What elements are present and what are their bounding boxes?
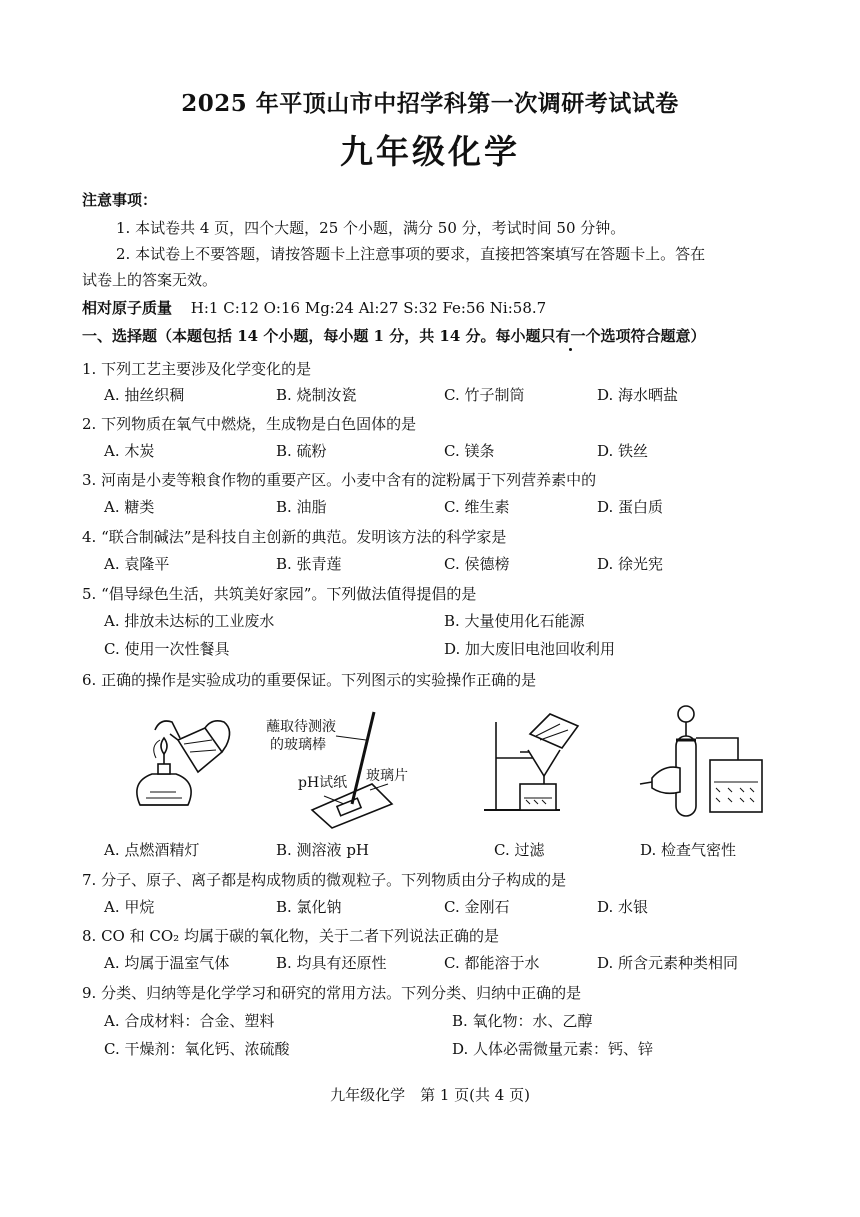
- section-1-heading-a: 一、选择题（本题包括 14 个小题，每小题 1 分，共 14 分。每小题: [82, 327, 541, 345]
- question-3-option-b: B. 油脂: [276, 498, 327, 516]
- question-2-option-b: B. 硫粉: [276, 442, 327, 460]
- atomic-mass-row: [82, 298, 546, 318]
- question-4-option-a: A. 袁隆平: [104, 555, 170, 573]
- question-8-option-d: D. 所含元素种类相同: [597, 954, 739, 972]
- figure-c-filtration: [484, 714, 578, 810]
- question-6-option-d: D. 检查气密性: [640, 841, 737, 859]
- exam-title: 2025 年平顶山市中招学科第一次调研考试试卷: [181, 90, 679, 117]
- question-3-option-c: C. 维生素: [444, 498, 510, 516]
- question-9-stem: 9. 分类、归纳等是化学学习和研究的常用方法。下列分类、归纳中正确的是: [82, 984, 582, 1002]
- atomic-mass-label: 相对原子质量: [82, 299, 173, 317]
- question-8-option-b: B. 均具有还原性: [276, 954, 387, 972]
- question-8-option-c: C. 都能溶于水: [444, 954, 540, 972]
- question-7-option-a: A. 甲烷: [104, 898, 155, 916]
- question-5-option-d: D. 加大废旧电池回收利用: [444, 640, 616, 658]
- page-footer: 九年级化学 第 1 页(共 4 页): [330, 1086, 530, 1104]
- question-4-option-c: C. 侯德榜: [444, 555, 510, 573]
- question-4-option-d: D. 徐光宪: [597, 555, 664, 573]
- question-7-option-d: D. 水银: [597, 898, 649, 916]
- question-6-option-c: C. 过滤: [494, 841, 545, 859]
- question-6-stem: 6. 正确的操作是实验成功的重要保证。下列图示的实验操作正确的是: [82, 671, 537, 689]
- question-6-option-a: A. 点燃酒精灯: [104, 841, 200, 859]
- question-9-option-a: A. 合成材料：合金、塑料: [104, 1012, 275, 1030]
- figure-a-alcohol-lamp: [137, 721, 230, 805]
- question-3-option-d: D. 蛋白质: [597, 498, 664, 516]
- question-6-option-b: B. 测溶液 pH: [276, 841, 370, 859]
- notice-heading: 注意事项：: [82, 191, 158, 209]
- question-5-option-b: B. 大量使用化石能源: [444, 612, 585, 630]
- question-7-stem: 7. 分子、原子、离子都是构成物质的微观粒子。下列物质由分子构成的是: [82, 871, 567, 889]
- question-5-option-a: A. 排放未达标的工业废水: [104, 612, 275, 630]
- question-5-stem: 5. “倡导绿色生活，共筑美好家园”。下列做法值得提倡的是: [82, 585, 477, 603]
- question-7-option-b: B. 氯化钠: [276, 898, 342, 916]
- notice-item-2: 2. 本试卷上不要答题，请按答题卡上注意事项的要求，直接把答案填写在答题卡上。答在: [116, 245, 706, 263]
- question-1-option-b: B. 烧制汝瓷: [276, 386, 357, 404]
- figure-label-ph-paper: pH试纸: [298, 775, 348, 791]
- notice-item-2-cont: 试卷上的答案无效。: [82, 271, 218, 289]
- question-4-stem: 4. “联合制碱法”是科技自主创新的典范。发明该方法的科学家是: [82, 528, 507, 546]
- question-1-option-a: A. 抽丝织稠: [104, 386, 185, 404]
- figure-label-rod: 蘸取待测液: [266, 719, 336, 735]
- question-8-stem: 8. CO 和 CO₂ 均属于碳的氧化物，关于二者下列说法正确的是: [82, 927, 499, 945]
- question-4-option-b: B. 张青莲: [276, 555, 342, 573]
- figure-d-airtightness: [640, 706, 762, 816]
- question-2-stem: 2. 下列物质在氧气中燃烧，生成物是白色固体的是: [82, 415, 417, 433]
- question-3-option-a: A. 糖类: [104, 498, 155, 516]
- atomic-mass-values: H:1 C:12 O:16 Mg:24 Al:27 S:32 Fe:56 Ni:58.7: [190, 299, 547, 317]
- section-1-heading: [82, 326, 706, 346]
- question-3-stem: 3. 河南是小麦等粮食作物的重要产区。小麦中含有的淀粉属于下列营养素中的: [82, 471, 597, 489]
- question-2-option-d: D. 铁丝: [597, 442, 649, 460]
- question-2-option-c: C. 镁条: [444, 442, 495, 460]
- notice-item-1: 1. 本试卷共 4 页，四个大题，25 个小题，满分 50 分，考试时间 50 分钟。: [116, 219, 626, 237]
- question-1-option-c: C. 竹子制筒: [444, 386, 525, 404]
- question-9-option-d: D. 人体必需微量元素：钙、锌: [452, 1040, 654, 1058]
- subject-title: 九年级化学: [340, 132, 520, 171]
- question-7-option-c: C. 金刚石: [444, 898, 510, 916]
- question-1-stem: 1. 下列工艺主要涉及化学变化的是: [82, 360, 312, 378]
- question-9-option-b: B. 氧化物：水、乙醇: [452, 1012, 593, 1030]
- question-9-option-c: C. 干燥剂：氧化钙、浓硫酸: [104, 1040, 290, 1058]
- section-1-heading-b: 选项符合题意）: [600, 327, 706, 345]
- figure-label-glass: 玻璃片: [366, 768, 408, 784]
- question-6-figures: [0, 700, 860, 835]
- question-5-option-c: C. 使用一次性餐具: [104, 640, 230, 658]
- section-1-heading-emphasis: 只有一个: [540, 327, 601, 345]
- figure-label-rod-2: 的玻璃棒: [270, 737, 326, 753]
- question-1-option-d: D. 海水晒盐: [597, 386, 679, 404]
- question-8-option-a: A. 均属于温室气体: [104, 954, 230, 972]
- question-2-option-a: A. 木炭: [104, 442, 155, 460]
